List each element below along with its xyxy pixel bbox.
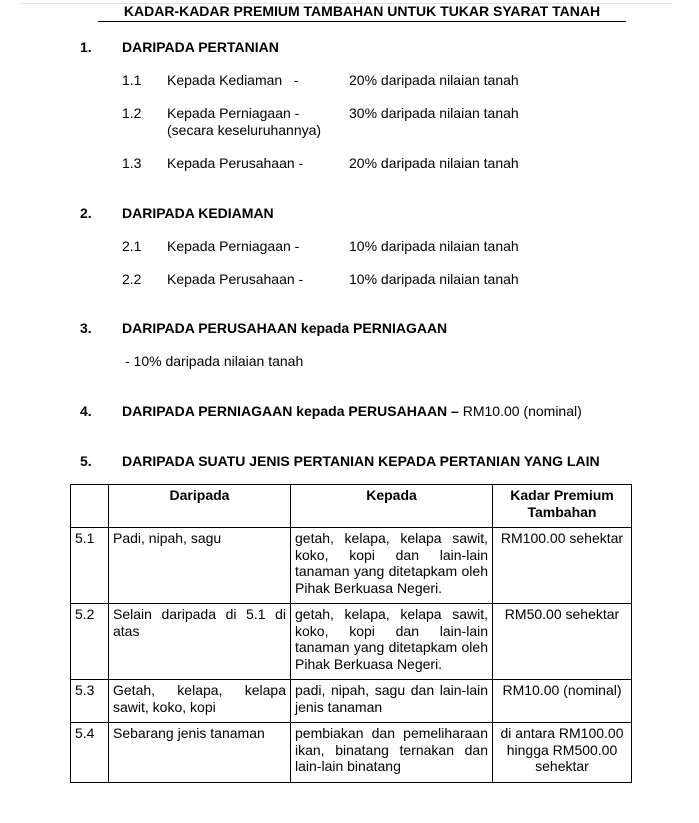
item-1-2-target: Kepada Perniagaan - xyxy=(167,105,300,121)
row-from: Selain daripada di 5.1 di atas xyxy=(109,604,291,680)
section-3-heading-to: PERNIAGAAN xyxy=(353,320,448,336)
row-rate: RM100.00 sehektar xyxy=(493,528,632,604)
section-3-rate: - 10% daripada nilaian tanah xyxy=(125,353,304,369)
section-2-number: 2. xyxy=(80,205,92,221)
row-number: 5.1 xyxy=(71,528,109,604)
item-2-1-target: Kepada Perniagaan - xyxy=(167,238,300,254)
row-rate: RM10.00 (nominal) xyxy=(493,680,632,723)
section-3-heading xyxy=(122,320,447,337)
item-1-1-target: Kepada Kediaman - xyxy=(167,72,299,88)
section-4-heading-to: PERUSAHAAN – xyxy=(348,403,459,419)
table-header-row xyxy=(71,485,632,528)
item-1-2-target-note: (secara keseluruhannya) xyxy=(167,122,322,138)
section-4-heading xyxy=(122,403,582,420)
row-to: padi, nipah, sagu dan lain-lain jenis tanaman xyxy=(291,680,493,723)
row-number: 5.3 xyxy=(71,680,109,723)
row-number: 5.2 xyxy=(71,604,109,680)
table-row xyxy=(71,528,632,604)
section-4-heading-from: DARIPADA PERNIAGAAN xyxy=(122,403,293,419)
item-2-2-target: Kepada Perusahaan - xyxy=(167,271,304,287)
premium-rate-table xyxy=(70,484,632,783)
section-2-heading: DARIPADA KEDIAMAN xyxy=(122,205,274,221)
item-1-3-rate: 20% daripada nilaian tanah xyxy=(349,155,519,171)
row-from: Padi, nipah, sagu xyxy=(109,528,291,604)
row-rate: RM50.00 sehektar xyxy=(493,604,632,680)
row-from: Sebarang jenis tanaman xyxy=(109,723,291,783)
section-3-number: 3. xyxy=(80,320,92,336)
item-1-2-rate: 30% daripada nilaian tanah xyxy=(349,105,519,121)
item-1-3-number: 1.3 xyxy=(122,155,142,171)
item-2-1-number: 2.1 xyxy=(122,238,142,254)
section-4-heading-connector: kepada xyxy=(292,403,349,419)
section-3-heading-from: DARIPADA PERUSAHAAN xyxy=(122,320,298,336)
item-1-3-target: Kepada Perusahaan - xyxy=(167,155,304,171)
section-4-rate: RM10.00 (nominal) xyxy=(458,403,582,419)
table-row xyxy=(71,680,632,723)
table-row xyxy=(71,604,632,680)
header-rate: Kadar Premium Tambahan xyxy=(493,485,632,528)
row-from: Getah, kelapa, kelapa sawit, koko, kopi xyxy=(109,680,291,723)
section-5-number: 5. xyxy=(80,453,92,469)
item-2-2-number: 2.2 xyxy=(122,271,142,287)
section-1-heading: DARIPADA PERTANIAN xyxy=(122,39,279,55)
item-1-1-number: 1.1 xyxy=(122,72,142,88)
header-number xyxy=(71,485,109,528)
section-3-heading-connector: kepada xyxy=(297,320,354,336)
section-5-heading: DARIPADA SUATU JENIS PERTANIAN KEPADA PERTANIAN YANG LAIN xyxy=(122,453,600,469)
row-to: pembiakan dan pemeliharaan ikan, binatang ternakan dan lain-lain binatang xyxy=(291,723,493,783)
row-to: getah, kelapa, kelapa sawit, koko, kopi dan lain-lain tanaman yang ditetapkam oleh Pihak Berkuasa Negeri. xyxy=(291,528,493,604)
page-title: KADAR-KADAR PREMIUM TAMBAHAN UNTUK TUKAR SYARAT TANAH xyxy=(98,2,626,22)
item-2-2-rate: 10% daripada nilaian tanah xyxy=(349,271,519,287)
row-rate: di antara RM100.00 hingga RM500.00 sehektar xyxy=(493,723,632,783)
item-1-2-number: 1.2 xyxy=(122,105,142,121)
header-to: Kepada xyxy=(291,485,493,528)
item-1-1-rate: 20% daripada nilaian tanah xyxy=(349,72,519,88)
table-row xyxy=(71,723,632,783)
header-from: Daripada xyxy=(109,485,291,528)
section-4-number: 4. xyxy=(80,403,92,419)
section-1-number: 1. xyxy=(80,39,92,55)
row-to: getah, kelapa, kelapa sawit, koko, kopi dan lain-lain tanaman yang ditetapkam oleh Pihak Berkuasa Negeri. xyxy=(291,604,493,680)
row-number: 5.4 xyxy=(71,723,109,783)
item-2-1-rate: 10% daripada nilaian tanah xyxy=(349,238,519,254)
